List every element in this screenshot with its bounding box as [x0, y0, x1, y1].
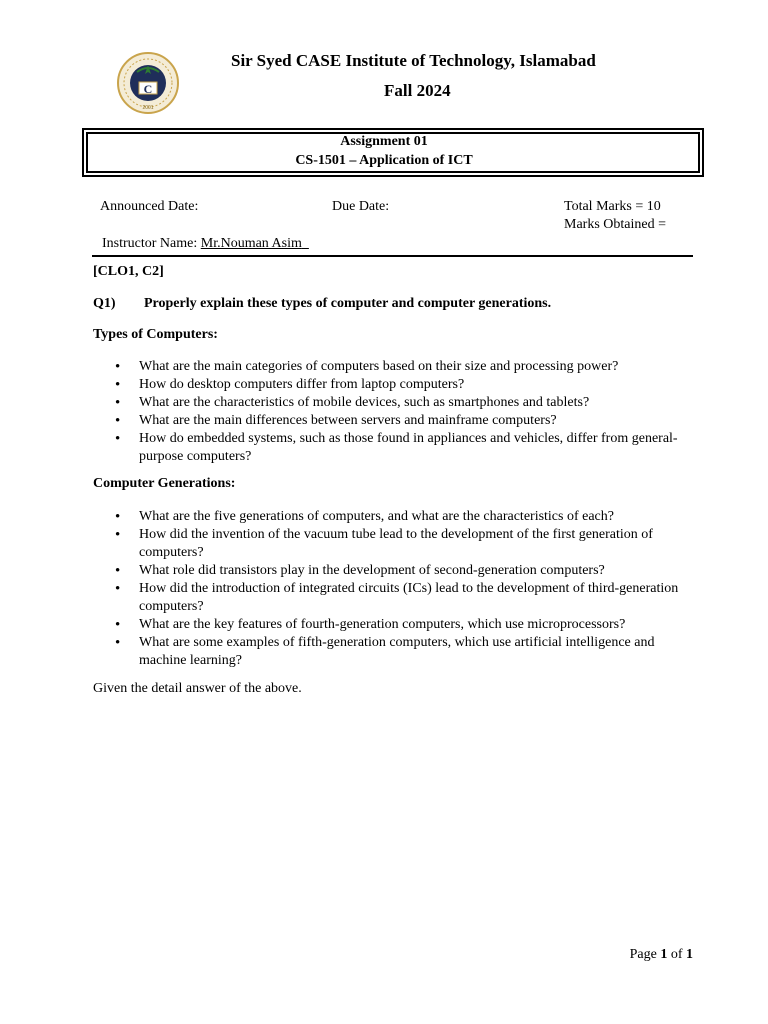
page-word: Page — [629, 947, 657, 962]
clo-label: [CLO1, C2] — [93, 264, 164, 279]
list-item: • What are some examples of fifth-generation computers, which use artificial intelligence and machine learning? — [115, 634, 705, 670]
logo-letter: C — [143, 82, 153, 96]
marks-obtained: Marks Obtained = — [564, 217, 666, 232]
institute-name: Sir Syed CASE Institute of Technology, Islamabad — [231, 51, 596, 70]
list-item: • What are the five generations of computers, and what are the characteristics of each? — [115, 508, 705, 526]
page-number — [630, 947, 693, 963]
list-item: • What are the key features of fourth-generation computers, which use microprocessors? — [115, 616, 705, 634]
generations-list — [115, 508, 705, 670]
term-label: Fall 2024 — [384, 81, 451, 100]
instructor-line — [102, 236, 309, 252]
closing-instruction: Given the detail answer of the above. — [93, 681, 302, 696]
institute-logo — [113, 52, 183, 114]
section-heading-types: Types of Computers: — [93, 327, 218, 342]
assignment-title: Assignment 01 — [340, 134, 428, 149]
list-item: • How did the introduction of integrated circuits (ICs) lead to the development of third-generation computers? — [115, 580, 705, 616]
of-word: of — [670, 947, 683, 962]
question-text: Properly explain these types of computer and computer generations. — [144, 296, 552, 311]
list-item: • How did the invention of the vacuum tube lead to the development of the first generation of computers? — [115, 526, 705, 562]
list-item: • How do embedded systems, such as those found in appliances and vehicles, differ from general-purpose computers? — [115, 430, 705, 466]
list-item: • What are the main differences between servers and mainframe computers? — [115, 412, 705, 430]
instructor-label: Instructor Name: — [102, 236, 198, 251]
header-divider — [92, 255, 693, 257]
list-item: • What are the characteristics of mobile devices, such as smartphones and tablets? — [115, 394, 705, 412]
instructor-name: Mr.Nouman Asim — [200, 236, 302, 251]
page-current: 1 — [660, 947, 668, 962]
question-number: Q1) — [93, 296, 116, 311]
due-date-label: Due Date: — [332, 199, 390, 214]
list-item: • What are the main categories of computers based on their size and processing power? — [115, 358, 705, 376]
types-list — [115, 358, 705, 466]
section-heading-generations: Computer Generations: — [93, 476, 236, 491]
announced-date-label: Announced Date: — [100, 199, 199, 214]
list-item: • What role did transistors play in the development of second-generation computers? — [115, 562, 705, 580]
course-title: CS-1501 – Application of ICT — [295, 153, 473, 168]
page-total: 1 — [686, 947, 693, 962]
list-item: • How do desktop computers differ from laptop computers? — [115, 376, 705, 394]
total-marks: Total Marks = 10 — [564, 199, 661, 214]
logo-year: 2001 — [142, 105, 154, 111]
